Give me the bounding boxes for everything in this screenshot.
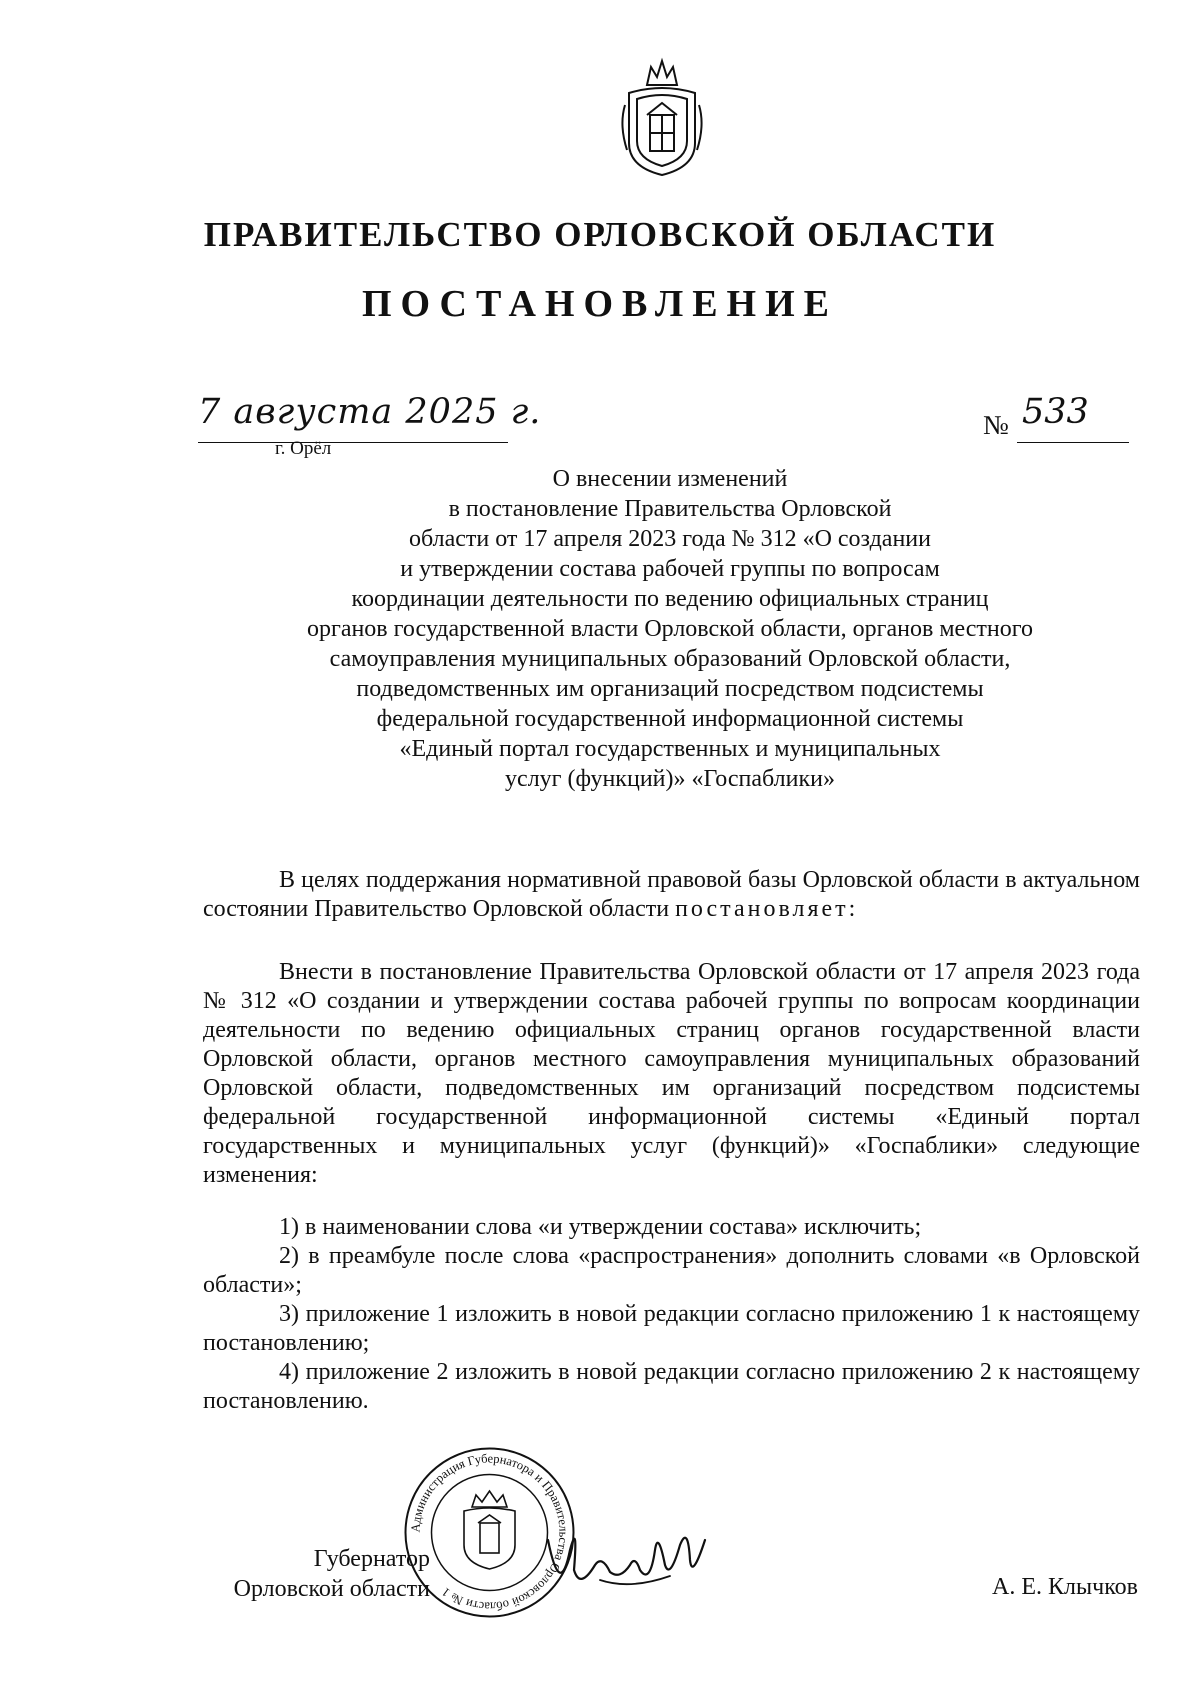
signer-position-line: Губернатор — [313, 1546, 430, 1572]
document-date: 7 августа 2025 г. — [198, 392, 542, 432]
subject-line: и утверждении состава рабочей группы по вопросам — [400, 556, 940, 582]
document-type-title: ПОСТАНОВЛЕНИЕ — [361, 283, 839, 325]
signer-name: А. Е. Клычков — [992, 1574, 1138, 1600]
seal-text: Администрация Губернатора и Правительства Орловской области № 1 — [408, 1451, 571, 1614]
subject-line: «Единый портал государственных и муниципальных — [399, 736, 941, 762]
preamble-keyword: постановляет: — [675, 896, 859, 922]
list-item: 2) в преамбуле после слова «распространения» дополнить словами «в Орловской области»; — [203, 1243, 1140, 1298]
signer-position — [200, 1544, 430, 1604]
number-underline — [1017, 442, 1129, 443]
coat-of-arms-emblem — [617, 55, 707, 180]
subject-line: федеральной государственной информационной системы — [376, 706, 964, 732]
preamble-text: В целях поддержания нормативной правовой базы Орловской области в актуальном состоянии Правительство Орловской области — [203, 867, 1140, 922]
subject-line: органов государственной власти Орловской области, органов местного — [306, 616, 1034, 642]
subject-line: координации деятельности по ведению официальных страниц — [351, 586, 989, 612]
document-number: 533 — [1022, 392, 1089, 432]
preamble-paragraph — [203, 866, 1140, 924]
date-underline — [198, 442, 508, 443]
subject-line: подведомственных им организаций посредством подсистемы — [356, 676, 984, 702]
government-title: ПРАВИТЕЛЬСТВО ОРЛОВСКОЙ ОБЛАСТИ — [203, 215, 997, 254]
list-item: 3) приложение 1 изложить в новой редакции согласно приложению 1 к настоящему постановлению; — [203, 1301, 1140, 1356]
subject-line: в постановление Правительства Орловской — [448, 496, 892, 522]
document-subject — [200, 464, 1140, 794]
document-city: г. Орёл — [275, 438, 332, 459]
amendment-list — [203, 1213, 1140, 1416]
list-item: 4) приложение 2 изложить в новой редакции согласно приложению 2 к настоящему постановлению. — [203, 1359, 1140, 1414]
handwritten-signature — [540, 1510, 720, 1610]
body-main-paragraph: Внести в постановление Правительства Орловской области от 17 апреля 2023 года № 312 «О создании и утверждении состава рабочей группы по вопросам координации деятельности по ведению официальных страниц органов государственной власти Орловской области, органов местного самоуправления муниципальных образований Орловской области, подведомственных им организаций посредством подсистемы федеральной государственной информационной системы «Единый портал государственных и муниципальных услуг (функций)» «Госпаблики» следующие изменения: — [203, 959, 1140, 1188]
subject-line: О внесении изменений — [552, 466, 788, 492]
subject-line: услуг (функций)» «Госпаблики» — [505, 766, 835, 792]
number-label: № — [983, 410, 1009, 440]
list-item: 1) в наименовании слова «и утверждении состава» исключить; — [279, 1214, 922, 1240]
subject-line: области от 17 апреля 2023 года № 312 «О создании — [409, 526, 931, 552]
subject-line: самоуправления муниципальных образований Орловской области, — [329, 646, 1011, 672]
signer-position-line: Орловской области — [233, 1576, 430, 1602]
